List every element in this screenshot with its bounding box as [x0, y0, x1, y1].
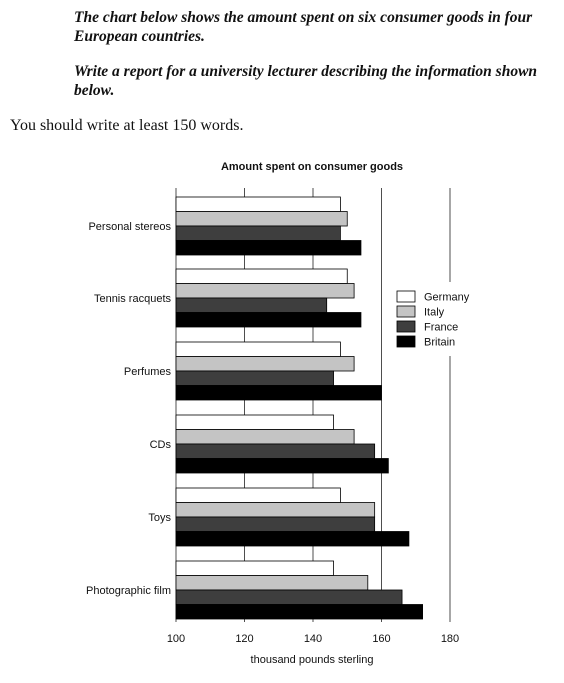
bar [176, 415, 334, 430]
bar [176, 590, 402, 605]
legend-label: Britain [424, 336, 456, 349]
prompt-line-1: The chart below shows the amount spent on six consumer goods in four European countries. [74, 9, 533, 45]
bar [176, 532, 409, 547]
category-label: Tennis racquets [93, 292, 171, 305]
legend [386, 282, 499, 356]
legend-label: France [424, 321, 459, 334]
bar [176, 226, 340, 241]
bar [176, 386, 382, 401]
bar [176, 517, 375, 532]
chart-title: Amount spent on consumer goods [220, 161, 404, 173]
x-axis-label: thousand pounds sterling [250, 654, 374, 666]
x-tick-label: 140 [303, 633, 323, 645]
legend-swatch [397, 321, 415, 332]
bar [176, 298, 327, 313]
bar [176, 269, 347, 284]
category-label: Perfumes [123, 365, 171, 378]
x-tick-label: 180 [440, 633, 460, 645]
bar [176, 197, 340, 212]
category-label: Personal stereos [88, 220, 171, 233]
category-label: Toys [148, 511, 171, 524]
x-tick-labels [167, 633, 459, 645]
bar [176, 488, 340, 503]
bar [176, 561, 334, 576]
bar [176, 444, 375, 459]
bar [176, 212, 347, 227]
bar [176, 342, 340, 357]
bar [176, 605, 423, 620]
bar [176, 576, 368, 591]
word-count-instruction: You should write at least 150 words. [10, 117, 244, 134]
legend-swatch [397, 336, 415, 347]
bar [176, 313, 361, 328]
legend-swatch [397, 291, 415, 302]
category-label: CDs [149, 438, 171, 451]
category-labels [86, 221, 171, 597]
x-tick-label: 160 [372, 633, 391, 645]
legend-swatch [397, 306, 415, 317]
bar [176, 284, 354, 299]
bar [176, 503, 375, 518]
bar [176, 430, 354, 445]
bar [176, 371, 334, 386]
bar [176, 459, 388, 474]
x-tick-label: 120 [235, 633, 254, 645]
prompt-line-2: Write a report for a university lecturer describing the information shown below. [74, 63, 538, 99]
x-tick-label: 100 [166, 633, 186, 645]
bar [176, 357, 354, 372]
bars [176, 197, 423, 619]
legend-label: Italy [424, 306, 445, 319]
legend-label: Germany [424, 291, 470, 304]
bar [176, 241, 361, 256]
category-label: Photographic film [86, 584, 171, 597]
